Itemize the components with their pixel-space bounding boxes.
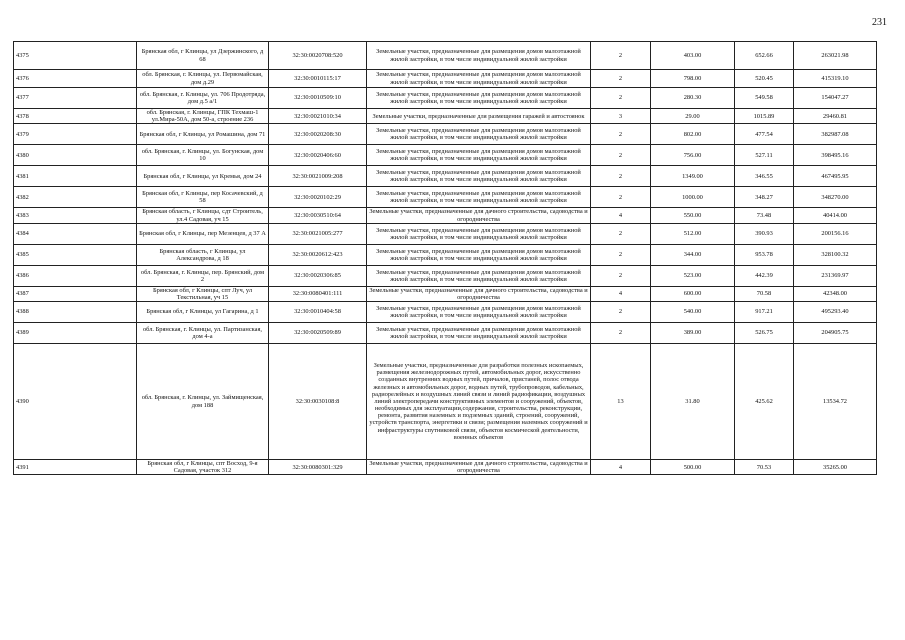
table-row [14, 145, 877, 166]
category-cell: 2 [591, 187, 651, 208]
land-use-cell: Земельные участки, предназначенные для разработки полезных ископаемых, размещения железнодорожных путей, автомобильных дорог, искусственно созданных внутренних водных путей, причалов, пристаней, полос отвода железных и автомобильных дорог, водных путей, трубопроводов, кабельных, радиорелейных и воздушных линий связи и линий радиофикации, воздушных линий электропередачи конструктивных элементов и сооружений, объектов, необходимых для эксплуатации,содержания, строительства, реконструкции, ремонта, развития наземных и подземных зданий, строений, сооружений, устройств транспорта, энергетики и связи; размещения наземных сооружений и инфраструктуры спутниковой связи, объектов космической деятельности, военных объектов [367, 344, 591, 460]
cadastral-number-cell: 32:30:0080401:111 [269, 286, 367, 301]
address-cell: Брянская область, г Клинцы, сдт Строитель, ул.4 Садовая, уч 15 [137, 208, 269, 223]
category-cell: 2 [591, 302, 651, 323]
cadastral-number-cell: 32:30:0020102:29 [269, 187, 367, 208]
land-use-cell: Земельные участки, предназначенные для размещения домов малоэтажной жилой застройки, в том числе индивидуальной жилой застройки [367, 166, 591, 187]
unit-price-cell: 346.55 [735, 166, 794, 187]
cadastral-number-cell: 32:30:0030108:8 [269, 344, 367, 460]
unit-price-cell: 527.11 [735, 145, 794, 166]
row-number-cell: 4390 [14, 344, 137, 460]
category-cell: 2 [591, 70, 651, 88]
table-row [14, 460, 877, 475]
land-use-cell: Земельные участки, предназначенные для размещения домов малоэтажной жилой застройки, в том числе индивидуальной жилой застройки [367, 124, 591, 145]
cadastral-value-cell: 231369.97 [794, 265, 877, 286]
land-use-cell: Земельные участки, предназначенные для размещения домов малоэтажной жилой застройки, в том числе индивидуальной жилой застройки [367, 265, 591, 286]
unit-price-cell: 442.39 [735, 265, 794, 286]
cadastral-value-cell: 415319.10 [794, 70, 877, 88]
cadastral-number-cell: 32:30:0021009:208 [269, 166, 367, 187]
land-use-cell: Земельные участки, предназначенные для размещения домов малоэтажной жилой застройки, в том числе индивидуальной жилой застройки [367, 223, 591, 244]
address-cell: обл. Брянская, г. Клинцы, ул. Богунская, дом 10 [137, 145, 269, 166]
land-valuation-table [13, 41, 877, 475]
unit-price-cell: 425.62 [735, 344, 794, 460]
area-cell: 802.00 [651, 124, 735, 145]
table-row [14, 302, 877, 323]
unit-price-cell: 549.58 [735, 88, 794, 109]
land-use-cell: Земельные участки, предназначенные для размещения домов малоэтажной жилой застройки, в том числе индивидуальной жилой застройки [367, 42, 591, 70]
category-cell: 2 [591, 223, 651, 244]
address-cell: Брянская обл, г Клинцы, ул Ромашина, дом 71 [137, 124, 269, 145]
category-cell: 13 [591, 344, 651, 460]
address-cell: Брянская обл, г Клинцы, пер Косачевский, д 58 [137, 187, 269, 208]
land-use-cell: Земельные участки, предназначенные для размещения домов малоэтажной жилой застройки, в том числе индивидуальной жилой застройки [367, 88, 591, 109]
area-cell: 512.00 [651, 223, 735, 244]
land-use-cell: Земельные участки, предназначенные для дачного строительства, садоводства и огородничества [367, 286, 591, 301]
row-number-cell: 4377 [14, 88, 137, 109]
row-number-cell: 4387 [14, 286, 137, 301]
area-cell: 540.00 [651, 302, 735, 323]
row-number-cell: 4376 [14, 70, 137, 88]
table-row [14, 265, 877, 286]
cadastral-value-cell: 13534.72 [794, 344, 877, 460]
row-number-cell: 4375 [14, 42, 137, 70]
area-cell: 344.00 [651, 244, 735, 265]
table-body [14, 42, 877, 475]
land-use-cell: Земельные участки, предназначенные для размещения домов малоэтажной жилой застройки, в том числе индивидуальной жилой застройки [367, 302, 591, 323]
cadastral-number-cell: 32:30:0021005:277 [269, 223, 367, 244]
row-number-cell: 4383 [14, 208, 137, 223]
category-cell: 2 [591, 124, 651, 145]
area-cell: 389.00 [651, 323, 735, 344]
cadastral-number-cell: 32:30:0020708:520 [269, 42, 367, 70]
cadastral-number-cell: 32:30:0010115:17 [269, 70, 367, 88]
cadastral-value-cell: 467495.95 [794, 166, 877, 187]
cadastral-number-cell: 32:30:0020306:85 [269, 265, 367, 286]
category-cell: 2 [591, 166, 651, 187]
row-number-cell: 4386 [14, 265, 137, 286]
unit-price-cell: 348.27 [735, 187, 794, 208]
area-cell: 523.00 [651, 265, 735, 286]
area-cell: 403.00 [651, 42, 735, 70]
cadastral-value-cell: 382987.08 [794, 124, 877, 145]
area-cell: 500.00 [651, 460, 735, 475]
unit-price-cell: 1015.89 [735, 109, 794, 124]
address-cell: обл. Брянская, г. Клинцы, ул. Партизанская, дом 4-а [137, 323, 269, 344]
category-cell: 2 [591, 42, 651, 70]
category-cell: 3 [591, 109, 651, 124]
table-row [14, 88, 877, 109]
cadastral-number-cell: 32:30:0020612:423 [269, 244, 367, 265]
page-number: 231 [872, 17, 887, 28]
area-cell: 29.00 [651, 109, 735, 124]
cadastral-value-cell: 398495.16 [794, 145, 877, 166]
table-row [14, 70, 877, 88]
land-use-cell: Земельные участки, предназначенные для размещения домов малоэтажной жилой застройки, в том числе индивидуальной жилой застройки [367, 323, 591, 344]
table-row [14, 286, 877, 301]
cadastral-value-cell: 328100.32 [794, 244, 877, 265]
address-cell: обл. Брянская, г. Клинцы, пер. Брянский, дом 2 [137, 265, 269, 286]
row-number-cell: 4379 [14, 124, 137, 145]
row-number-cell: 4384 [14, 223, 137, 244]
address-cell: Брянская обл, г Клинцы, спт Луч, ул Текстильная, уч 15 [137, 286, 269, 301]
table-row [14, 344, 877, 460]
address-cell: обл. Брянская, г. Клинцы, ул. Первомайская, дом д.29 [137, 70, 269, 88]
unit-price-cell: 390.93 [735, 223, 794, 244]
category-cell: 4 [591, 286, 651, 301]
unit-price-cell: 652.66 [735, 42, 794, 70]
row-number-cell: 4378 [14, 109, 137, 124]
area-cell: 798.00 [651, 70, 735, 88]
unit-price-cell: 520.45 [735, 70, 794, 88]
address-cell: Брянская обл, г Клинцы, ул Дзержинского, д 68 [137, 42, 269, 70]
cadastral-value-cell: 40414.00 [794, 208, 877, 223]
category-cell: 2 [591, 323, 651, 344]
row-number-cell: 4388 [14, 302, 137, 323]
address-cell: обл. Брянская, г. Клинцы, ул. Займищенская, дом 188 [137, 344, 269, 460]
unit-price-cell: 73.48 [735, 208, 794, 223]
cadastral-value-cell: 35265.00 [794, 460, 877, 475]
area-cell: 756.00 [651, 145, 735, 166]
category-cell: 2 [591, 265, 651, 286]
table-row [14, 187, 877, 208]
table-row [14, 124, 877, 145]
cadastral-number-cell: 32:30:0080301:329 [269, 460, 367, 475]
cadastral-value-cell: 204905.75 [794, 323, 877, 344]
address-cell: обл. Брянская, г. Клинцы, ГПК Техмаш-1 ул.Мира-50А, дом 50-а, строение 236 [137, 109, 269, 124]
cadastral-number-cell: 32:30:0030510:64 [269, 208, 367, 223]
unit-price-cell: 477.54 [735, 124, 794, 145]
cadastral-number-cell: 32:30:0010509:10 [269, 88, 367, 109]
unit-price-cell: 917.21 [735, 302, 794, 323]
cadastral-value-cell: 348270.00 [794, 187, 877, 208]
row-number-cell: 4385 [14, 244, 137, 265]
unit-price-cell: 70.58 [735, 286, 794, 301]
table-row [14, 42, 877, 70]
row-number-cell: 4382 [14, 187, 137, 208]
category-cell: 2 [591, 88, 651, 109]
land-use-cell: Земельные участки, предназначенные для размещения домов малоэтажной жилой застройки, в том числе индивидуальной жилой застройки [367, 145, 591, 166]
land-use-cell: Земельные участки, предназначенные для размещения гаражей и автостоянок [367, 109, 591, 124]
address-cell: Брянская обл, г Клинцы, пер Мезенцев, д 37 А [137, 223, 269, 244]
cadastral-value-cell: 42348.00 [794, 286, 877, 301]
row-number-cell: 4389 [14, 323, 137, 344]
cadastral-number-cell: 32:30:0021010:34 [269, 109, 367, 124]
row-number-cell: 4381 [14, 166, 137, 187]
area-cell: 280.30 [651, 88, 735, 109]
table-row [14, 166, 877, 187]
cadastral-number-cell: 32:30:0020509:89 [269, 323, 367, 344]
unit-price-cell: 953.78 [735, 244, 794, 265]
cadastral-value-cell: 29460.81 [794, 109, 877, 124]
cadastral-value-cell: 154047.27 [794, 88, 877, 109]
cadastral-number-cell: 32:30:0020208:30 [269, 124, 367, 145]
area-cell: 1000.00 [651, 187, 735, 208]
address-cell: Брянская обл, г Клинцы, спт Восход, 9-я Садовая, участок 312 [137, 460, 269, 475]
table-row [14, 223, 877, 244]
land-use-cell: Земельные участки, предназначенные для размещения домов малоэтажной жилой застройки, в том числе индивидуальной жилой застройки [367, 70, 591, 88]
row-number-cell: 4391 [14, 460, 137, 475]
category-cell: 4 [591, 208, 651, 223]
unit-price-cell: 70.53 [735, 460, 794, 475]
area-cell: 550.00 [651, 208, 735, 223]
area-cell: 600.00 [651, 286, 735, 301]
table-row [14, 208, 877, 223]
table-row [14, 244, 877, 265]
cadastral-value-cell: 495293.40 [794, 302, 877, 323]
cadastral-value-cell: 263021.98 [794, 42, 877, 70]
land-use-cell: Земельные участки, предназначенные для размещения домов малоэтажной жилой застройки, в том числе индивидуальной жилой застройки [367, 244, 591, 265]
address-cell: Брянская обл, г Клинцы, ул Гагарина, д 1 [137, 302, 269, 323]
cadastral-number-cell: 32:30:0010404:58 [269, 302, 367, 323]
category-cell: 2 [591, 244, 651, 265]
category-cell: 2 [591, 145, 651, 166]
land-use-cell: Земельные участки, предназначенные для дачного строительства, садоводства и огородничества [367, 460, 591, 475]
cadastral-value-cell: 200156.16 [794, 223, 877, 244]
address-cell: Брянская обл, г Клинцы, ул Кремья, дом 24 [137, 166, 269, 187]
address-cell: Брянская область, г Клинцы, ул Александрова, д 18 [137, 244, 269, 265]
cadastral-number-cell: 32:30:0020406:60 [269, 145, 367, 166]
category-cell: 4 [591, 460, 651, 475]
table-row [14, 323, 877, 344]
address-cell: обл. Брянская, г. Клинцы, ул. 706 Продотряда, дом д.5 а/1 [137, 88, 269, 109]
table-row [14, 109, 877, 124]
land-use-cell: Земельные участки, предназначенные для дачного строительства, садоводства и огородничества [367, 208, 591, 223]
land-use-cell: Земельные участки, предназначенные для размещения домов малоэтажной жилой застройки, в том числе индивидуальной жилой застройки [367, 187, 591, 208]
unit-price-cell: 526.75 [735, 323, 794, 344]
area-cell: 31.80 [651, 344, 735, 460]
row-number-cell: 4380 [14, 145, 137, 166]
area-cell: 1349.00 [651, 166, 735, 187]
